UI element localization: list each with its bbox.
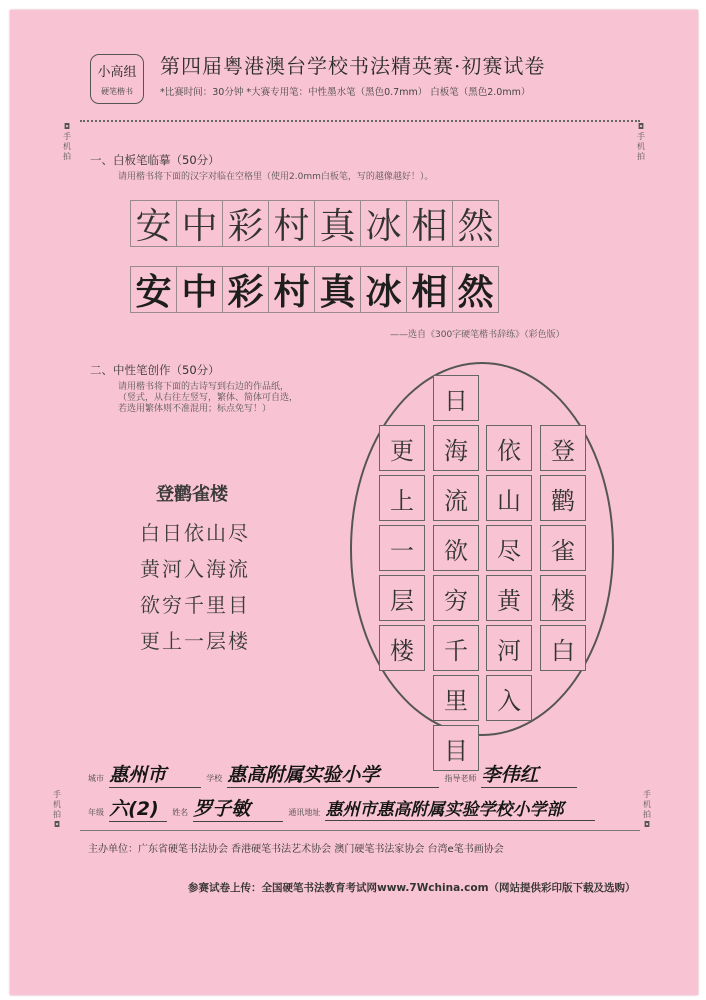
- work-char-box: 日: [433, 375, 479, 421]
- written-char-cell: 然: [452, 266, 499, 313]
- work-column-1: [540, 425, 586, 671]
- work-char-box: 雀: [540, 525, 586, 571]
- school-field[interactable]: 惠高附属实验小学: [227, 760, 439, 788]
- city-label: 城市: [88, 774, 104, 783]
- side-note-left-top: ◘ 手机拍: [63, 122, 71, 161]
- written-char-cell: 村: [268, 266, 315, 313]
- exam-subtitle: *比赛时间：30分钟 *大赛专用笔：中性墨水笔（黑色0.7mm） 白板笔（黑色2.0mm）: [160, 87, 531, 98]
- side-note-right-bottom: 手机拍 ◘: [643, 790, 651, 829]
- poem-line: 更上一层楼: [140, 629, 250, 653]
- camera-icon: ◘: [643, 820, 651, 829]
- work-char-box: 海: [433, 425, 479, 471]
- side-note-right-top: ◘ 手机拍: [637, 122, 645, 161]
- model-char-cell: 冰: [360, 200, 407, 247]
- school-label: 学校: [206, 774, 223, 783]
- section1-heading: 一、白板笔临摹（50分）: [90, 153, 220, 167]
- model-char-cell: 彩: [222, 200, 269, 247]
- work-char-box: 河: [486, 625, 532, 671]
- poem-line: 黄河入海流: [140, 557, 250, 581]
- address-field[interactable]: 惠州市惠高附属实验学校小学部: [325, 795, 595, 821]
- poem-line: 欲穷千里目: [140, 593, 250, 617]
- model-char-cell: 真: [314, 200, 361, 247]
- upload-note: 参赛试卷上传：全国硬笔书法教育考试网www.7Wchina.com（网站提供彩印版下载及选购）: [188, 882, 636, 894]
- exam-title: 第四届粤港澳台学校书法精英赛·初赛试卷: [160, 54, 546, 78]
- written-char-cell: 真: [314, 266, 361, 313]
- camera-icon: ◘: [63, 122, 71, 131]
- grade-field[interactable]: 六(2): [109, 794, 167, 822]
- poem-line: 白日依山尽: [140, 521, 250, 545]
- model-char-cell: 中: [176, 200, 223, 247]
- entry-form-row-1: [88, 760, 628, 788]
- footer-divider: [80, 830, 640, 831]
- poem-title: 登鹳雀楼: [156, 484, 228, 505]
- work-char-box: 依: [486, 425, 532, 471]
- work-char-box: 白: [540, 625, 586, 671]
- work-char-box: 楼: [540, 575, 586, 621]
- model-char-cell: 相: [406, 200, 453, 247]
- work-char-box: 楼: [379, 625, 425, 671]
- written-char-cell: 彩: [222, 266, 269, 313]
- model-char-cell: 安: [130, 200, 177, 247]
- badge-style-label: 硬笔楷书: [101, 87, 133, 96]
- section2-heading: 二、中性笔创作（50分）: [90, 363, 220, 377]
- badge-group-label: 小高组: [97, 65, 137, 80]
- work-char-box: 山: [486, 475, 532, 521]
- work-char-box: 流: [433, 475, 479, 521]
- work-char-box: 更: [379, 425, 425, 471]
- model-characters-row: [130, 200, 498, 247]
- side-note-left-bottom: 手机拍 ◘: [53, 790, 61, 829]
- section2-instruction: 请用楷书将下面的古诗写到右边的作品纸， （竖式，从右往左竖写，繁体、简体可自选， 若选用繁体则不准混用；标点免写！）: [118, 382, 299, 414]
- name-field[interactable]: 罗子敏: [193, 794, 283, 822]
- city-field[interactable]: 惠州市: [109, 760, 201, 788]
- name-label: 姓名: [172, 808, 189, 817]
- copybook-source: ——选自《300字硬笔楷书辞练》（彩色版）: [390, 330, 565, 340]
- work-char-box: 鹳: [540, 475, 586, 521]
- exam-sheet: [10, 10, 698, 995]
- work-char-box: 尽: [486, 525, 532, 571]
- model-char-cell: 村: [268, 200, 315, 247]
- written-characters-row: [130, 266, 498, 313]
- work-column-2: [486, 425, 532, 721]
- written-char-cell: 中: [176, 266, 223, 313]
- entry-form-row-2: [88, 794, 628, 822]
- camera-icon: ◘: [637, 122, 645, 131]
- work-char-box: 欲: [433, 525, 479, 571]
- work-column-3: [433, 375, 479, 771]
- work-char-box: 一: [379, 525, 425, 571]
- written-char-cell: 安: [130, 266, 177, 313]
- teacher-field[interactable]: 李伟红: [481, 760, 577, 788]
- work-char-box: 入: [486, 675, 532, 721]
- group-badge: [90, 54, 144, 104]
- section1-instruction: 请用楷书将下面的汉字对临在空格里（使用2.0mm白板笔，写的越像越好！）。: [118, 172, 434, 182]
- work-char-box: 层: [379, 575, 425, 621]
- work-char-box: 里: [433, 675, 479, 721]
- written-char-cell: 相: [406, 266, 453, 313]
- grade-label: 年级: [88, 808, 104, 817]
- teacher-label: 指导老师: [444, 774, 477, 783]
- poem-text: [140, 515, 250, 659]
- work-char-box: 目: [433, 725, 479, 771]
- model-char-cell: 然: [452, 200, 499, 247]
- work-column-4: [379, 425, 425, 671]
- header-divider: [80, 120, 640, 122]
- camera-icon: ◘: [53, 820, 61, 829]
- work-char-box: 千: [433, 625, 479, 671]
- work-char-box: 黄: [486, 575, 532, 621]
- address-label: 通讯地址: [288, 808, 321, 817]
- work-char-box: 穷: [433, 575, 479, 621]
- work-char-box: 登: [540, 425, 586, 471]
- organizers-text: 主办单位：广东省硬笔书法协会 香港硬笔书法艺术协会 澳门硬笔书法家协会 台湾e笔书画协会: [88, 844, 504, 855]
- work-char-box: 上: [379, 475, 425, 521]
- written-char-cell: 冰: [360, 266, 407, 313]
